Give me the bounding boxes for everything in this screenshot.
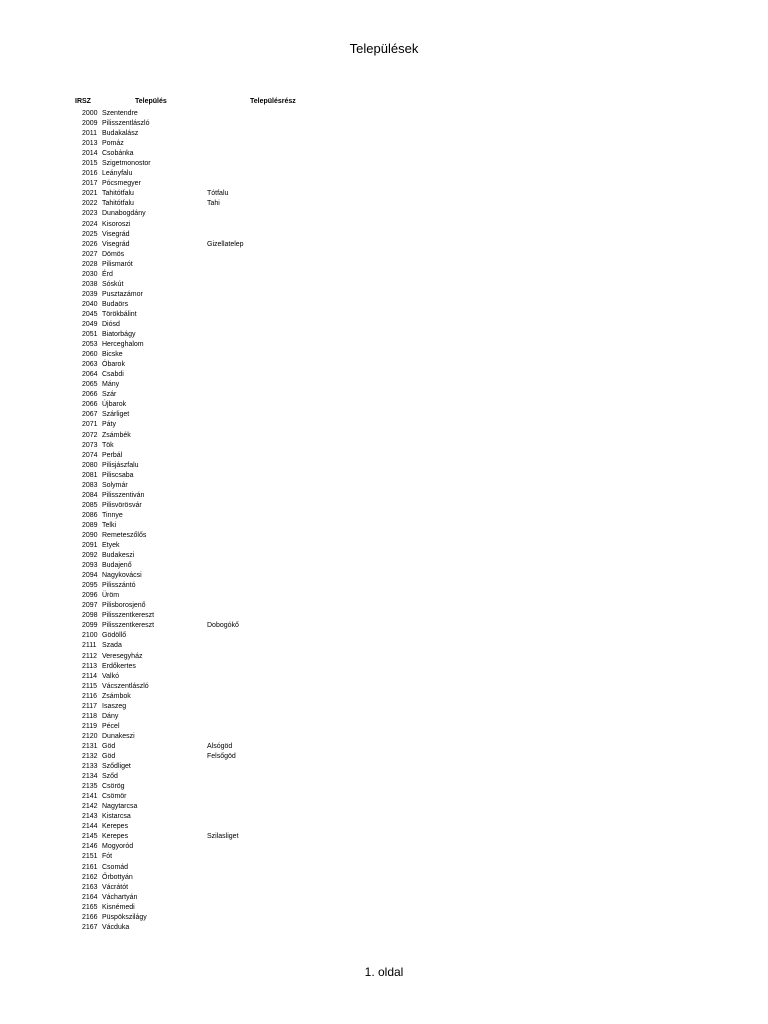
cell-telepules: Göd (102, 753, 116, 760)
table-row (0, 762, 768, 772)
table-row (0, 883, 768, 893)
table-row (0, 420, 768, 430)
table-row (0, 431, 768, 441)
table-row (0, 842, 768, 852)
cell-irsz: 2083 (82, 481, 98, 489)
table-row (0, 280, 768, 290)
cell-telepules: Szárliget (102, 411, 130, 419)
table-row (0, 240, 768, 250)
table-row (0, 451, 768, 461)
cell-irsz: 2094 (82, 572, 98, 580)
cell-telepules: Visegrád (102, 230, 130, 238)
table-row (0, 822, 768, 832)
cell-irsz: 2084 (82, 491, 98, 499)
cell-irsz: 2049 (82, 320, 98, 328)
table-row (0, 591, 768, 601)
table-row (0, 390, 768, 400)
cell-telepules: Pilisjászfalu (102, 461, 139, 469)
table-row (0, 601, 768, 611)
cell-telepules: Isaszeg (102, 702, 127, 710)
table-row (0, 752, 768, 762)
table-row (0, 782, 768, 792)
cell-telepules: Perbál (102, 451, 123, 459)
table-row (0, 702, 768, 712)
cell-irsz: 2060 (82, 351, 98, 359)
cell-irsz: 2090 (82, 531, 98, 539)
cell-irsz: 2091 (82, 542, 98, 550)
cell-telepules: Vácduka (102, 923, 130, 931)
table-row (0, 501, 768, 511)
cell-irsz: 2099 (82, 622, 98, 630)
cell-telepules: Újbarok (102, 401, 127, 409)
cell-telepules: Csörög (102, 783, 125, 791)
cell-telepules: Pécel (102, 722, 120, 730)
cell-irsz: 2064 (82, 371, 98, 379)
cell-telepules: Törökbálint (102, 310, 137, 318)
cell-telepules: Pilisszentkereszt (102, 612, 155, 620)
table-row (0, 250, 768, 260)
page-number: 1. oldal (364, 965, 404, 979)
cell-telepules: Csömör (102, 793, 127, 801)
table-row (0, 621, 768, 631)
cell-irsz: 2045 (82, 310, 98, 318)
column-header-telepulesresz: Településrész (250, 98, 296, 105)
table-row (0, 561, 768, 571)
cell-telepules: Mány (102, 381, 120, 389)
cell-irsz: 2141 (82, 793, 98, 801)
cell-irsz: 2162 (82, 873, 98, 881)
cell-telepules: Csobánka (102, 150, 134, 158)
cell-telepulesresz: Alsógöd (207, 742, 233, 750)
table-row (0, 521, 768, 531)
table-row (0, 129, 768, 139)
table-row (0, 179, 768, 189)
table-row (0, 792, 768, 802)
table-row (0, 260, 768, 270)
cell-irsz: 2015 (82, 160, 98, 168)
cell-telepules: Sóskút (102, 280, 124, 288)
cell-irsz: 2117 (82, 702, 98, 710)
table-row (0, 370, 768, 380)
table-row (0, 903, 768, 913)
cell-telepules: Kerepes (102, 833, 129, 841)
table-row (0, 913, 768, 923)
table-row (0, 863, 768, 873)
cell-irsz: 2017 (82, 180, 98, 188)
table-row (0, 722, 768, 732)
cell-irsz: 2025 (82, 230, 98, 238)
table-row (0, 511, 768, 521)
cell-telepules: Gödöllő (102, 632, 127, 640)
table-row (0, 340, 768, 350)
cell-telepules: Zsámbok (102, 692, 131, 700)
cell-telepules: Dömös (102, 250, 125, 258)
table-row (0, 270, 768, 280)
cell-irsz: 2016 (82, 170, 98, 178)
cell-telepules: Dány (102, 712, 119, 720)
cell-irsz: 2089 (82, 521, 98, 529)
cell-telepules: Csabdi (102, 371, 124, 379)
cell-telepules: Szigetmonostor (102, 160, 151, 168)
table-row (0, 551, 768, 561)
cell-irsz: 2135 (82, 783, 98, 791)
table-row (0, 631, 768, 641)
table-row (0, 350, 768, 360)
cell-telepules: Pilisszentiván (102, 491, 145, 499)
table-row (0, 159, 768, 169)
cell-irsz: 2146 (82, 843, 98, 851)
cell-irsz: 2073 (82, 441, 98, 449)
table-row (0, 139, 768, 149)
cell-telepules: Nagykovácsi (102, 572, 142, 580)
cell-telepules: Csomád (102, 863, 129, 871)
cell-telepulesresz: Gizellatelep (207, 240, 244, 248)
cell-irsz: 2132 (82, 753, 98, 760)
cell-irsz: 2071 (82, 421, 98, 429)
cell-telepules: Piliscsaba (102, 471, 134, 479)
cell-telepules: Budakalász (102, 130, 139, 138)
table-row (0, 461, 768, 471)
table-row (0, 410, 768, 420)
table-row (0, 672, 768, 682)
cell-irsz: 2066 (82, 391, 98, 399)
cell-irsz: 2113 (82, 662, 98, 670)
cell-irsz: 2014 (82, 150, 98, 158)
cell-telepules: Üröm (102, 592, 120, 600)
table-row (0, 541, 768, 551)
cell-irsz: 2053 (82, 341, 98, 349)
cell-telepules: Pilismarót (102, 260, 133, 268)
cell-telepules: Kisoroszi (102, 220, 131, 228)
cell-irsz: 2066 (82, 401, 98, 409)
cell-irsz: 2098 (82, 612, 98, 620)
cell-irsz: 2166 (82, 913, 98, 921)
table-row (0, 893, 768, 903)
cell-irsz: 2116 (82, 692, 98, 700)
cell-telepules: Pócsmegyer (102, 180, 141, 188)
cell-telepules: Kisnémedi (102, 903, 135, 911)
cell-irsz: 2011 (82, 130, 98, 138)
cell-telepules: Göd (102, 742, 116, 750)
table-row (0, 873, 768, 883)
cell-telepules: Diósd (102, 320, 120, 328)
table-row (0, 481, 768, 491)
table-row (0, 923, 768, 933)
cell-telepules: Kerepes (102, 823, 129, 831)
cell-telepules: Pilisvörösvár (102, 501, 142, 509)
table-row (0, 611, 768, 621)
cell-irsz: 2021 (82, 190, 98, 198)
table-row (0, 641, 768, 651)
cell-irsz: 2161 (82, 863, 98, 871)
cell-telepules: Páty (102, 421, 117, 429)
cell-irsz: 2067 (82, 411, 98, 419)
cell-telepules: Pusztazámor (102, 290, 143, 298)
cell-telepules: Remeteszőlős (102, 531, 147, 539)
cell-telepules: Szentendre (102, 110, 138, 117)
cell-irsz: 2134 (82, 773, 98, 781)
cell-irsz: 2144 (82, 823, 98, 831)
cell-telepules: Etyek (102, 542, 120, 550)
cell-irsz: 2143 (82, 813, 98, 821)
cell-irsz: 2093 (82, 562, 98, 570)
cell-telepules: Biatorbágy (102, 331, 136, 339)
cell-telepules: Visegrád (102, 240, 130, 248)
cell-telepules: Herceghalom (102, 341, 144, 349)
table-row (0, 310, 768, 320)
cell-telepules: Tahitótfalu (102, 190, 134, 198)
table-row (0, 802, 768, 812)
table-row (0, 119, 768, 129)
cell-irsz: 2115 (82, 682, 98, 690)
cell-telepulesresz: Dobogókő (207, 622, 239, 630)
cell-irsz: 2063 (82, 361, 98, 369)
cell-telepules: Leányfalu (102, 170, 133, 178)
cell-telepules: Pilisszentlászló (102, 120, 150, 128)
table-row (0, 712, 768, 722)
page-title: Települések (349, 41, 419, 56)
cell-telepules: Szada (102, 642, 122, 650)
cell-irsz: 2000 (82, 110, 98, 117)
cell-telepulesresz: Szilasliget (207, 833, 239, 841)
cell-irsz: 2163 (82, 883, 98, 891)
table-row (0, 360, 768, 370)
cell-telepules: Pilisszentkereszt (102, 622, 155, 630)
cell-telepules: Szár (102, 391, 117, 399)
cell-irsz: 2085 (82, 501, 98, 509)
cell-irsz: 2096 (82, 592, 98, 600)
cell-telepules: Tinnye (102, 511, 123, 519)
cell-irsz: 2074 (82, 451, 98, 459)
cell-irsz: 2112 (82, 652, 98, 660)
cell-telepules: Váchartyán (102, 893, 138, 901)
cell-irsz: 2038 (82, 280, 98, 288)
cell-irsz: 2027 (82, 250, 98, 258)
cell-telepules: Érd (102, 270, 113, 278)
table-row (0, 531, 768, 541)
table-row (0, 220, 768, 230)
cell-telepules: Veresegyház (102, 652, 143, 660)
cell-irsz: 2167 (82, 923, 98, 931)
cell-irsz: 2097 (82, 602, 98, 610)
table-row (0, 692, 768, 702)
table-row (0, 732, 768, 742)
table-row (0, 662, 768, 672)
cell-telepules: Sződ (102, 773, 118, 781)
cell-telepules: Budakeszi (102, 552, 135, 560)
cell-irsz: 2145 (82, 833, 98, 841)
cell-telepules: Kistarcsa (102, 813, 131, 821)
table-row (0, 290, 768, 300)
cell-telepules: Pilisszántó (102, 582, 136, 590)
cell-irsz: 2165 (82, 903, 98, 911)
cell-irsz: 2133 (82, 763, 98, 771)
cell-telepules: Tök (102, 441, 114, 449)
table-row (0, 209, 768, 219)
cell-irsz: 2118 (82, 712, 98, 720)
table-row (0, 441, 768, 451)
cell-telepules: Telki (102, 521, 117, 529)
table-row (0, 812, 768, 822)
cell-irsz: 2164 (82, 893, 98, 901)
table-row (0, 320, 768, 330)
cell-irsz: 2142 (82, 803, 98, 811)
cell-telepules: Dunabogdány (102, 210, 146, 218)
table-row (0, 169, 768, 179)
cell-irsz: 2039 (82, 290, 98, 298)
cell-irsz: 2040 (82, 300, 98, 308)
cell-telepules: Dunakeszi (102, 732, 135, 740)
column-header-telepules: Település (135, 98, 167, 105)
cell-irsz: 2024 (82, 220, 98, 228)
table-row (0, 330, 768, 340)
cell-irsz: 2009 (82, 120, 98, 128)
cell-irsz: 2080 (82, 461, 98, 469)
cell-irsz: 2111 (82, 642, 97, 650)
cell-telepules: Pilisborosjenő (102, 602, 146, 610)
cell-irsz: 2114 (82, 672, 98, 680)
table-row (0, 230, 768, 240)
table-row (0, 149, 768, 159)
table-row (0, 571, 768, 581)
table-row (0, 832, 768, 842)
cell-telepulesresz: Tahi (207, 200, 220, 208)
cell-irsz: 2022 (82, 200, 98, 208)
cell-telepules: Budaörs (102, 300, 129, 308)
cell-telepules: Püspökszilágy (102, 913, 147, 921)
table-row (0, 380, 768, 390)
cell-irsz: 2023 (82, 210, 98, 218)
cell-irsz: 2092 (82, 552, 98, 560)
table-row (0, 742, 768, 752)
cell-telepulesresz: Tótfalu (207, 190, 229, 198)
table-row (0, 852, 768, 862)
cell-telepules: Solymár (102, 481, 128, 489)
cell-telepules: Nagytarcsa (102, 803, 138, 811)
cell-telepules: Pomáz (102, 140, 124, 148)
cell-telepules: Bicske (102, 351, 123, 359)
cell-irsz: 2030 (82, 270, 98, 278)
table-row (0, 300, 768, 310)
cell-irsz: 2051 (82, 331, 98, 339)
cell-irsz: 2131 (82, 742, 98, 750)
cell-irsz: 2013 (82, 140, 98, 148)
table-row (0, 772, 768, 782)
cell-telepulesresz: Felsőgöd (207, 753, 236, 760)
table-header (0, 98, 768, 109)
cell-irsz: 2065 (82, 381, 98, 389)
cell-irsz: 2028 (82, 260, 98, 268)
cell-irsz: 2026 (82, 240, 98, 248)
table-row (0, 400, 768, 410)
cell-telepules: Vácrátót (102, 883, 129, 891)
cell-telepules: Fót (102, 853, 113, 861)
cell-telepules: Erdőkertes (102, 662, 136, 670)
cell-irsz: 2095 (82, 582, 98, 590)
cell-telepules: Tahitótfalu (102, 200, 134, 208)
table-row (0, 471, 768, 481)
cell-irsz: 2081 (82, 471, 98, 479)
table-body (0, 109, 768, 933)
table-row (0, 581, 768, 591)
cell-irsz: 2120 (82, 732, 98, 740)
cell-telepules: Mogyoród (102, 843, 134, 851)
table-row (0, 109, 768, 119)
cell-irsz: 2072 (82, 431, 98, 439)
cell-irsz: 2119 (82, 722, 98, 730)
cell-telepules: Zsámbék (102, 431, 131, 439)
table-row (0, 682, 768, 692)
cell-irsz: 2100 (82, 632, 98, 640)
cell-irsz: 2151 (82, 853, 98, 861)
table-row (0, 491, 768, 501)
cell-telepules: Vácszentlászló (102, 682, 149, 690)
table-row (0, 189, 768, 199)
column-header-irsz: IRSZ (75, 98, 91, 105)
cell-irsz: 2086 (82, 511, 98, 519)
cell-telepules: Óbarok (102, 361, 125, 369)
cell-telepules: Valkó (102, 672, 119, 680)
table-row (0, 199, 768, 209)
cell-telepules: Sződliget (102, 763, 131, 771)
cell-telepules: Budajenő (102, 562, 132, 570)
cell-telepules: Őrbottyán (102, 873, 133, 881)
table-row (0, 652, 768, 662)
